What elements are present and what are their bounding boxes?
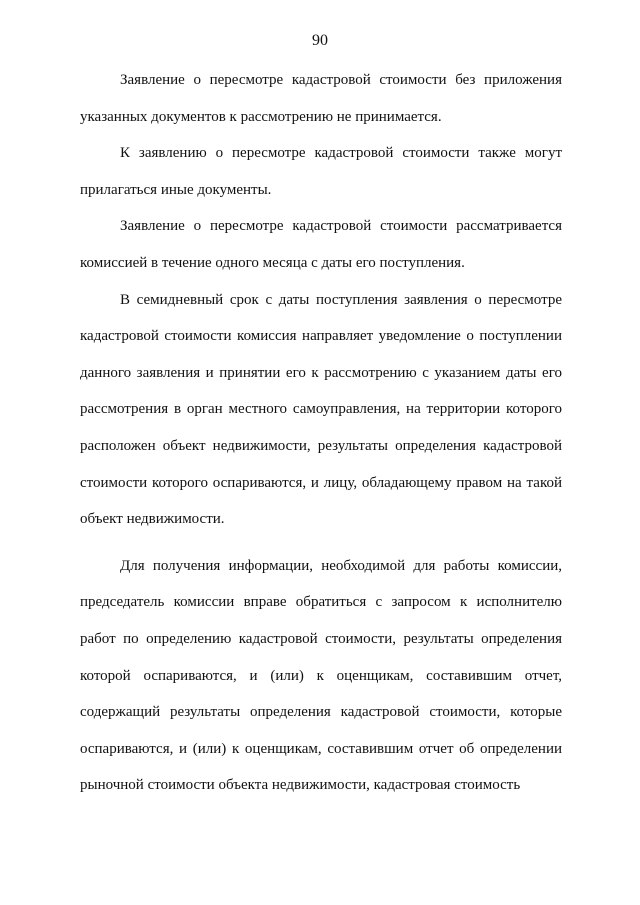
- paragraph-1: Заявление о пересмотре кадастровой стоимости без приложения указанных документов к рассмотрению не принимается.: [80, 72, 562, 125]
- paragraph-3: Заявление о пересмотре кадастровой стоимости рассматривается комиссией в течение одного месяца с даты его поступления.: [80, 218, 562, 271]
- document-body: [80, 62, 562, 804]
- page-number: 90: [312, 32, 328, 49]
- paragraph-5: Для получения информации, необходимой для работы комиссии, председатель комиссии вправе обратиться с запросом к исполнителю работ по определению кадастровой стоимости, результаты определения которой оспариваются, и (или) к оценщикам, составившим отчет, содержащий результаты определения кадастровой стоимости, которые оспариваются, и (или) к оценщикам, составившим отчет об определении рыночной стоимости объекта недвижимости, кадастровая стоимость: [80, 557, 562, 794]
- paragraph-4: В семидневный срок с даты поступления заявления о пересмотре кадастровой стоимости комиссия направляет уведомление о поступлении данного заявления и принятии его к рассмотрению с указанием даты его рассмотрения в орган местного самоуправления, на территории которого расположен объект недвижимости, результаты определения кадастровой стоимости которого оспариваются, и лицу, обладающему правом на такой объект недвижимости.: [80, 291, 562, 528]
- paragraph-2: К заявлению о пересмотре кадастровой стоимости также могут прилагаться иные документы.: [80, 145, 562, 198]
